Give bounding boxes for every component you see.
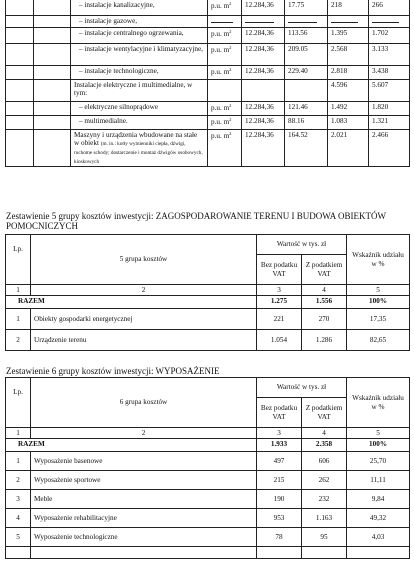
qty-cell	[242, 80, 285, 102]
gross-cell	[369, 16, 410, 28]
gross: 3.438	[372, 67, 389, 75]
row-lp: 1	[6, 452, 31, 471]
row-lp: 4	[6, 509, 31, 528]
unit-cell	[208, 44, 242, 66]
qty: 12.284,36	[245, 1, 274, 9]
row-net: 953	[257, 509, 302, 528]
net: 4.596	[331, 81, 348, 89]
row-lp: 2	[6, 330, 31, 351]
table-row	[6, 309, 410, 330]
net: 218	[331, 1, 342, 9]
row-net: 221	[257, 309, 302, 330]
section5-table	[5, 234, 410, 351]
net-cell	[328, 16, 369, 28]
table-row	[6, 490, 410, 509]
share-header: Wskaźnik udziału w %	[347, 235, 410, 285]
item-name: – elektryczne silnoprądowe	[79, 103, 158, 111]
gross-cell	[369, 80, 410, 102]
qty-cell	[242, 116, 285, 130]
net-cell	[328, 28, 369, 44]
table-row	[6, 528, 410, 547]
gross: 1.702	[372, 29, 389, 37]
section6-heading: Zestawienie 6 grupy kosztów inwestycji: WYPOSAŻENIE	[6, 366, 220, 376]
table-row	[6, 16, 410, 28]
gross: 5.607	[372, 81, 389, 89]
total-share: 100%	[347, 296, 410, 309]
empty-cell	[6, 28, 34, 44]
net-cell	[328, 130, 369, 167]
net: 1.492	[331, 103, 348, 111]
row-share: 17,35	[347, 309, 410, 330]
row-lp: 1	[6, 309, 31, 330]
unit: p.u. m	[211, 68, 230, 76]
colnum: 1	[6, 428, 31, 439]
section6-table	[5, 377, 410, 559]
row-name: Urządzenie terenu	[31, 330, 257, 351]
net: 1.083	[331, 117, 348, 125]
colnum: 2	[31, 428, 257, 439]
colnum: 2	[31, 285, 257, 296]
net-cell	[328, 116, 369, 130]
gross-header: Z podatkiem VAT	[302, 398, 347, 428]
net: 2.021	[331, 131, 348, 139]
unit-sup: 2	[229, 103, 232, 108]
item-name: – instalacje kanalizacyjne,	[79, 1, 155, 9]
qty: 12.284,36	[245, 117, 274, 125]
empty-cell	[6, 102, 34, 116]
unit: p.u. m	[211, 104, 230, 112]
item-name-cell	[71, 130, 208, 167]
total-gross: 2.358	[302, 439, 347, 452]
empty-cell	[34, 44, 71, 66]
empty-row	[6, 547, 410, 559]
net: 1.395	[331, 29, 348, 37]
row-net: 190	[257, 490, 302, 509]
row-gross: 606	[302, 452, 347, 471]
unit: p.u. m	[211, 132, 230, 140]
row-share: 11,11	[347, 471, 410, 490]
net-cell	[328, 44, 369, 66]
qty-cell	[242, 0, 285, 16]
table-row	[6, 44, 410, 66]
gross-cell	[369, 0, 410, 16]
group-header: 6 grupa kosztów	[31, 378, 257, 428]
item-name-cell	[71, 44, 208, 66]
blank-line	[211, 22, 233, 23]
colnum: 3	[257, 428, 302, 439]
qty: 12.284,36	[245, 29, 274, 37]
row-name: Wyposażenie sportowe	[31, 471, 257, 490]
price-cell	[285, 16, 328, 28]
unit-sup: 2	[229, 29, 232, 34]
unit-sup: 2	[229, 45, 232, 50]
unit: p.u. m	[211, 118, 230, 126]
empty-cell	[34, 102, 71, 116]
table-row	[6, 130, 410, 167]
price: 113.56	[288, 29, 308, 37]
total-net: 1.275	[257, 296, 302, 309]
total-share: 100%	[347, 439, 410, 452]
unit-cell	[208, 0, 242, 16]
empty-cell	[6, 130, 34, 167]
lp-header: Lp.	[6, 235, 31, 285]
empty-cell	[34, 0, 71, 16]
net-header: Bez podatku VAT	[257, 255, 302, 285]
net-cell	[328, 80, 369, 102]
colnum: 5	[347, 428, 410, 439]
empty-cell	[6, 66, 34, 80]
table-row	[6, 102, 410, 116]
item-name-cell	[71, 28, 208, 44]
empty-cell	[34, 66, 71, 80]
table-row	[6, 330, 410, 351]
empty-cell	[6, 547, 31, 559]
blank-line	[372, 22, 399, 23]
empty-cell	[6, 44, 34, 66]
row-gross: 232	[302, 490, 347, 509]
gross: 1.820	[372, 103, 389, 111]
gross-cell	[369, 116, 410, 130]
price: 121.46	[288, 103, 308, 111]
table-row	[6, 28, 410, 44]
net-header: Bez podatku VAT	[257, 398, 302, 428]
empty-cell	[34, 130, 71, 167]
row-lp: 5	[6, 528, 31, 547]
price-cell	[285, 102, 328, 116]
row-share: 4,03	[347, 528, 410, 547]
empty-cell	[34, 28, 71, 44]
top-cost-table	[5, 0, 410, 167]
unit-cell	[208, 16, 242, 28]
row-gross: 270	[302, 309, 347, 330]
gross: 2.466	[372, 131, 389, 139]
gross-cell	[369, 102, 410, 116]
item-name-cell	[71, 0, 208, 16]
row-lp: 3	[6, 490, 31, 509]
group-header: 5 grupa kosztów	[31, 235, 257, 285]
table-row	[6, 116, 410, 130]
value-header: Wartość w tys. zł	[257, 378, 347, 398]
table-row	[6, 66, 410, 80]
price: 17.75	[288, 1, 305, 9]
empty-cell	[6, 0, 34, 16]
item-name-cell	[71, 80, 208, 102]
qty-cell	[242, 16, 285, 28]
row-net: 1.054	[257, 330, 302, 351]
row-name: Meble	[31, 490, 257, 509]
table-row	[6, 452, 410, 471]
price-cell	[285, 44, 328, 66]
qty: 12.284,36	[245, 131, 274, 139]
net: 2.818	[331, 67, 348, 75]
gross: 1.321	[372, 117, 389, 125]
gross-cell	[369, 28, 410, 44]
unit: p.u. m	[211, 46, 230, 54]
colnum: 4	[302, 428, 347, 439]
row-name: Wyposażenie technologiczne	[31, 528, 257, 547]
row-name: Wyposażenie basenowe	[31, 452, 257, 471]
empty-cell	[257, 547, 302, 559]
unit-cell	[208, 116, 242, 130]
qty-cell	[242, 66, 285, 80]
item-name: – multimedialne.	[79, 117, 128, 125]
gross: 266	[372, 1, 383, 9]
row-share: 25,70	[347, 452, 410, 471]
qty: 12.284,36	[245, 103, 274, 111]
price-cell	[285, 28, 328, 44]
row-share: 82,65	[347, 330, 410, 351]
item-name: Instalacje elektryczne i multimedialne, w tym:	[74, 81, 193, 98]
table-row	[6, 471, 410, 490]
colnum: 1	[6, 285, 31, 296]
item-note: (m. in.: kotły wymienniki ciepła, dźwigi, ruchome schody; dostarczenie i montaż dźwigów osobowych, kioskowych	[74, 141, 203, 165]
row-name: Obiekty gospodarki energetycznej	[31, 309, 257, 330]
empty-cell	[6, 16, 34, 28]
item-name-cell	[71, 102, 208, 116]
net: 2.568	[331, 45, 348, 53]
qty-cell	[242, 44, 285, 66]
unit-sup: 2	[229, 131, 232, 136]
total-gross: 1.556	[302, 296, 347, 309]
colnum: 3	[257, 285, 302, 296]
section5-heading: Zestawienie 5 grupy kosztów inwestycji: ZAGOSPODAROWANIE TERENU I BUDOWA OBIEKTÓW POMOCNICZYCH	[6, 211, 386, 232]
colnum: 5	[347, 285, 410, 296]
empty-cell	[6, 116, 34, 130]
blank-line	[288, 22, 317, 23]
row-gross: 1.163	[302, 509, 347, 528]
empty-cell	[302, 547, 347, 559]
gross-header: Z podatkiem VAT	[302, 255, 347, 285]
total-net: 1.933	[257, 439, 302, 452]
unit-cell	[208, 28, 242, 44]
unit: p.u. m	[211, 2, 230, 10]
empty-cell	[34, 80, 71, 102]
price: 209.05	[288, 45, 308, 53]
row-name: Wyposażenie rehabilitacyjne	[31, 509, 257, 528]
gross-cell	[369, 130, 410, 167]
row-net: 497	[257, 452, 302, 471]
empty-cell	[34, 16, 71, 28]
unit-cell	[208, 66, 242, 80]
gross-cell	[369, 66, 410, 80]
qty-cell	[242, 130, 285, 167]
item-name-cell	[71, 16, 208, 28]
price: 229.40	[288, 67, 308, 75]
row-gross: 1.286	[302, 330, 347, 351]
row-net: 215	[257, 471, 302, 490]
unit-sup: 2	[229, 1, 232, 6]
table-row	[6, 509, 410, 528]
gross-cell	[369, 44, 410, 66]
colnum: 4	[302, 285, 347, 296]
empty-cell	[6, 80, 34, 102]
unit-cell	[208, 102, 242, 116]
unit: p.u. m	[211, 30, 230, 38]
item-name: – instalacje wentylacyjne i klimatyzacyjne,	[79, 45, 203, 53]
row-lp: 2	[6, 471, 31, 490]
price: 88.16	[288, 117, 305, 125]
price-cell	[285, 66, 328, 80]
blank-line	[331, 22, 358, 23]
price-cell	[285, 80, 328, 102]
row-gross: 95	[302, 528, 347, 547]
value-header: Wartość w tys. zł	[257, 235, 347, 255]
item-name: Maszyny i urządzenia wbudowane na stałe w obiekt	[74, 131, 198, 148]
item-name-cell	[71, 66, 208, 80]
item-name: – instalacje gazowe,	[79, 17, 137, 25]
price-cell	[285, 0, 328, 16]
row-gross: 262	[302, 471, 347, 490]
unit-cell	[208, 80, 242, 102]
net-cell	[328, 66, 369, 80]
row-net: 78	[257, 528, 302, 547]
unit-cell	[208, 130, 242, 167]
total-label: RAZEM	[6, 296, 257, 309]
empty-cell	[34, 116, 71, 130]
price-cell	[285, 130, 328, 167]
unit-sup: 2	[229, 67, 232, 72]
empty-cell	[31, 547, 257, 559]
gross: 3.133	[372, 45, 389, 53]
row-share: 9,84	[347, 490, 410, 509]
qty: 12.284,36	[245, 45, 274, 53]
empty-cell	[347, 547, 410, 559]
lp-header: Lp.	[6, 378, 31, 428]
item-name: – instalacje technologiczne,	[79, 67, 159, 75]
share-header: Wskaźnik udziału w %	[347, 378, 410, 428]
item-name: – instalacje centralnego ogrzewania,	[79, 29, 184, 37]
row-share: 49,32	[347, 509, 410, 528]
item-name-cell	[71, 116, 208, 130]
qty: 12.284,36	[245, 67, 274, 75]
qty-cell	[242, 102, 285, 116]
table-row	[6, 80, 410, 102]
price: 164.52	[288, 131, 308, 139]
unit-sup: 2	[229, 117, 232, 122]
price-cell	[285, 116, 328, 130]
table-row	[6, 0, 410, 16]
blank-line	[245, 22, 274, 23]
qty-cell	[242, 28, 285, 44]
net-cell	[328, 102, 369, 116]
net-cell	[328, 0, 369, 16]
total-label: RAZEM	[6, 439, 257, 452]
